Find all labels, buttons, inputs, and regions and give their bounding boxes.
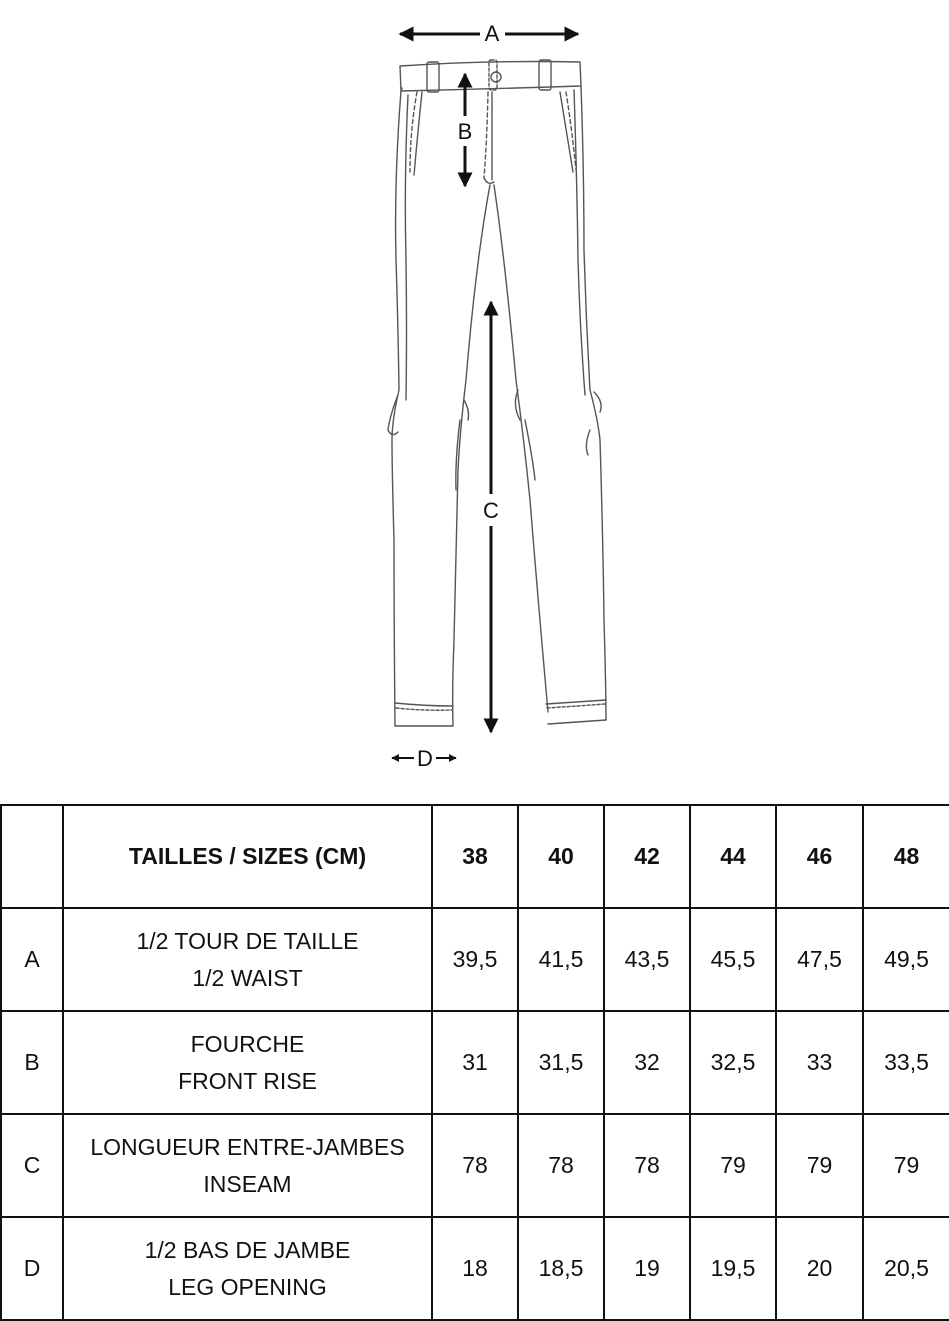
dimension-d (392, 746, 456, 771)
dimension-c (483, 302, 499, 732)
table-cell: 47,5 (776, 908, 863, 1011)
row-label (63, 1217, 432, 1320)
row-label-fr: LONGUEUR ENTRE-JAMBES (90, 1133, 405, 1160)
dimension-b (458, 74, 473, 186)
table-cell: 31 (432, 1011, 518, 1114)
table-row-b (1, 1011, 949, 1114)
size-table (0, 804, 949, 1321)
row-key: B (1, 1011, 63, 1114)
row-label-en: INSEAM (203, 1170, 292, 1197)
trousers-sketch (388, 60, 606, 726)
dimension-a-label: A (484, 21, 500, 46)
size-header-44: 44 (690, 805, 776, 908)
table-row-d (1, 1217, 949, 1320)
row-label-fr: 1/2 TOUR DE TAILLE (136, 927, 359, 954)
table-row-c (1, 1114, 949, 1217)
table-header-row (1, 805, 949, 908)
table-cell: 43,5 (604, 908, 690, 1011)
table-cell: 79 (776, 1114, 863, 1217)
table-cell: 18,5 (518, 1217, 604, 1320)
table-cell: 32 (604, 1011, 690, 1114)
table-cell: 33,5 (863, 1011, 949, 1114)
dimension-c-label: C (483, 498, 499, 523)
table-title: TAILLES / SIZES (CM) (63, 805, 432, 908)
dimension-b-label: B (457, 119, 473, 144)
row-label (63, 1011, 432, 1114)
table-cell: 45,5 (690, 908, 776, 1011)
row-label-en: LEG OPENING (168, 1273, 327, 1300)
dimension-a (400, 21, 578, 46)
table-cell: 49,5 (863, 908, 949, 1011)
size-header-38: 38 (432, 805, 518, 908)
table-cell: 32,5 (690, 1011, 776, 1114)
row-label-en: FRONT RISE (178, 1067, 317, 1094)
row-label-fr: FOURCHE (190, 1030, 305, 1057)
table-cell: 78 (518, 1114, 604, 1217)
table-cell: 19 (604, 1217, 690, 1320)
table-cell: 20,5 (863, 1217, 949, 1320)
size-header-40: 40 (518, 805, 604, 908)
row-label-fr: 1/2 BAS DE JAMBE (144, 1236, 351, 1263)
table-cell: 78 (432, 1114, 518, 1217)
table-cell: 78 (604, 1114, 690, 1217)
row-label (63, 908, 432, 1011)
row-label (63, 1114, 432, 1217)
table-cell: 19,5 (690, 1217, 776, 1320)
size-header-42: 42 (604, 805, 690, 908)
table-cell: 31,5 (518, 1011, 604, 1114)
dimension-d-label: D (417, 746, 433, 771)
table-cell: 33 (776, 1011, 863, 1114)
row-label-en: 1/2 WAIST (192, 964, 303, 991)
table-corner-cell (1, 805, 63, 908)
row-key: D (1, 1217, 63, 1320)
table-cell: 41,5 (518, 908, 604, 1011)
table-cell: 20 (776, 1217, 863, 1320)
row-key: C (1, 1114, 63, 1217)
size-header-48: 48 (863, 805, 949, 908)
table-cell: 39,5 (432, 908, 518, 1011)
size-header-46: 46 (776, 805, 863, 908)
table-cell: 79 (690, 1114, 776, 1217)
row-key: A (1, 908, 63, 1011)
table-cell: 79 (863, 1114, 949, 1217)
table-row-a (1, 908, 949, 1011)
table-cell: 18 (432, 1217, 518, 1320)
